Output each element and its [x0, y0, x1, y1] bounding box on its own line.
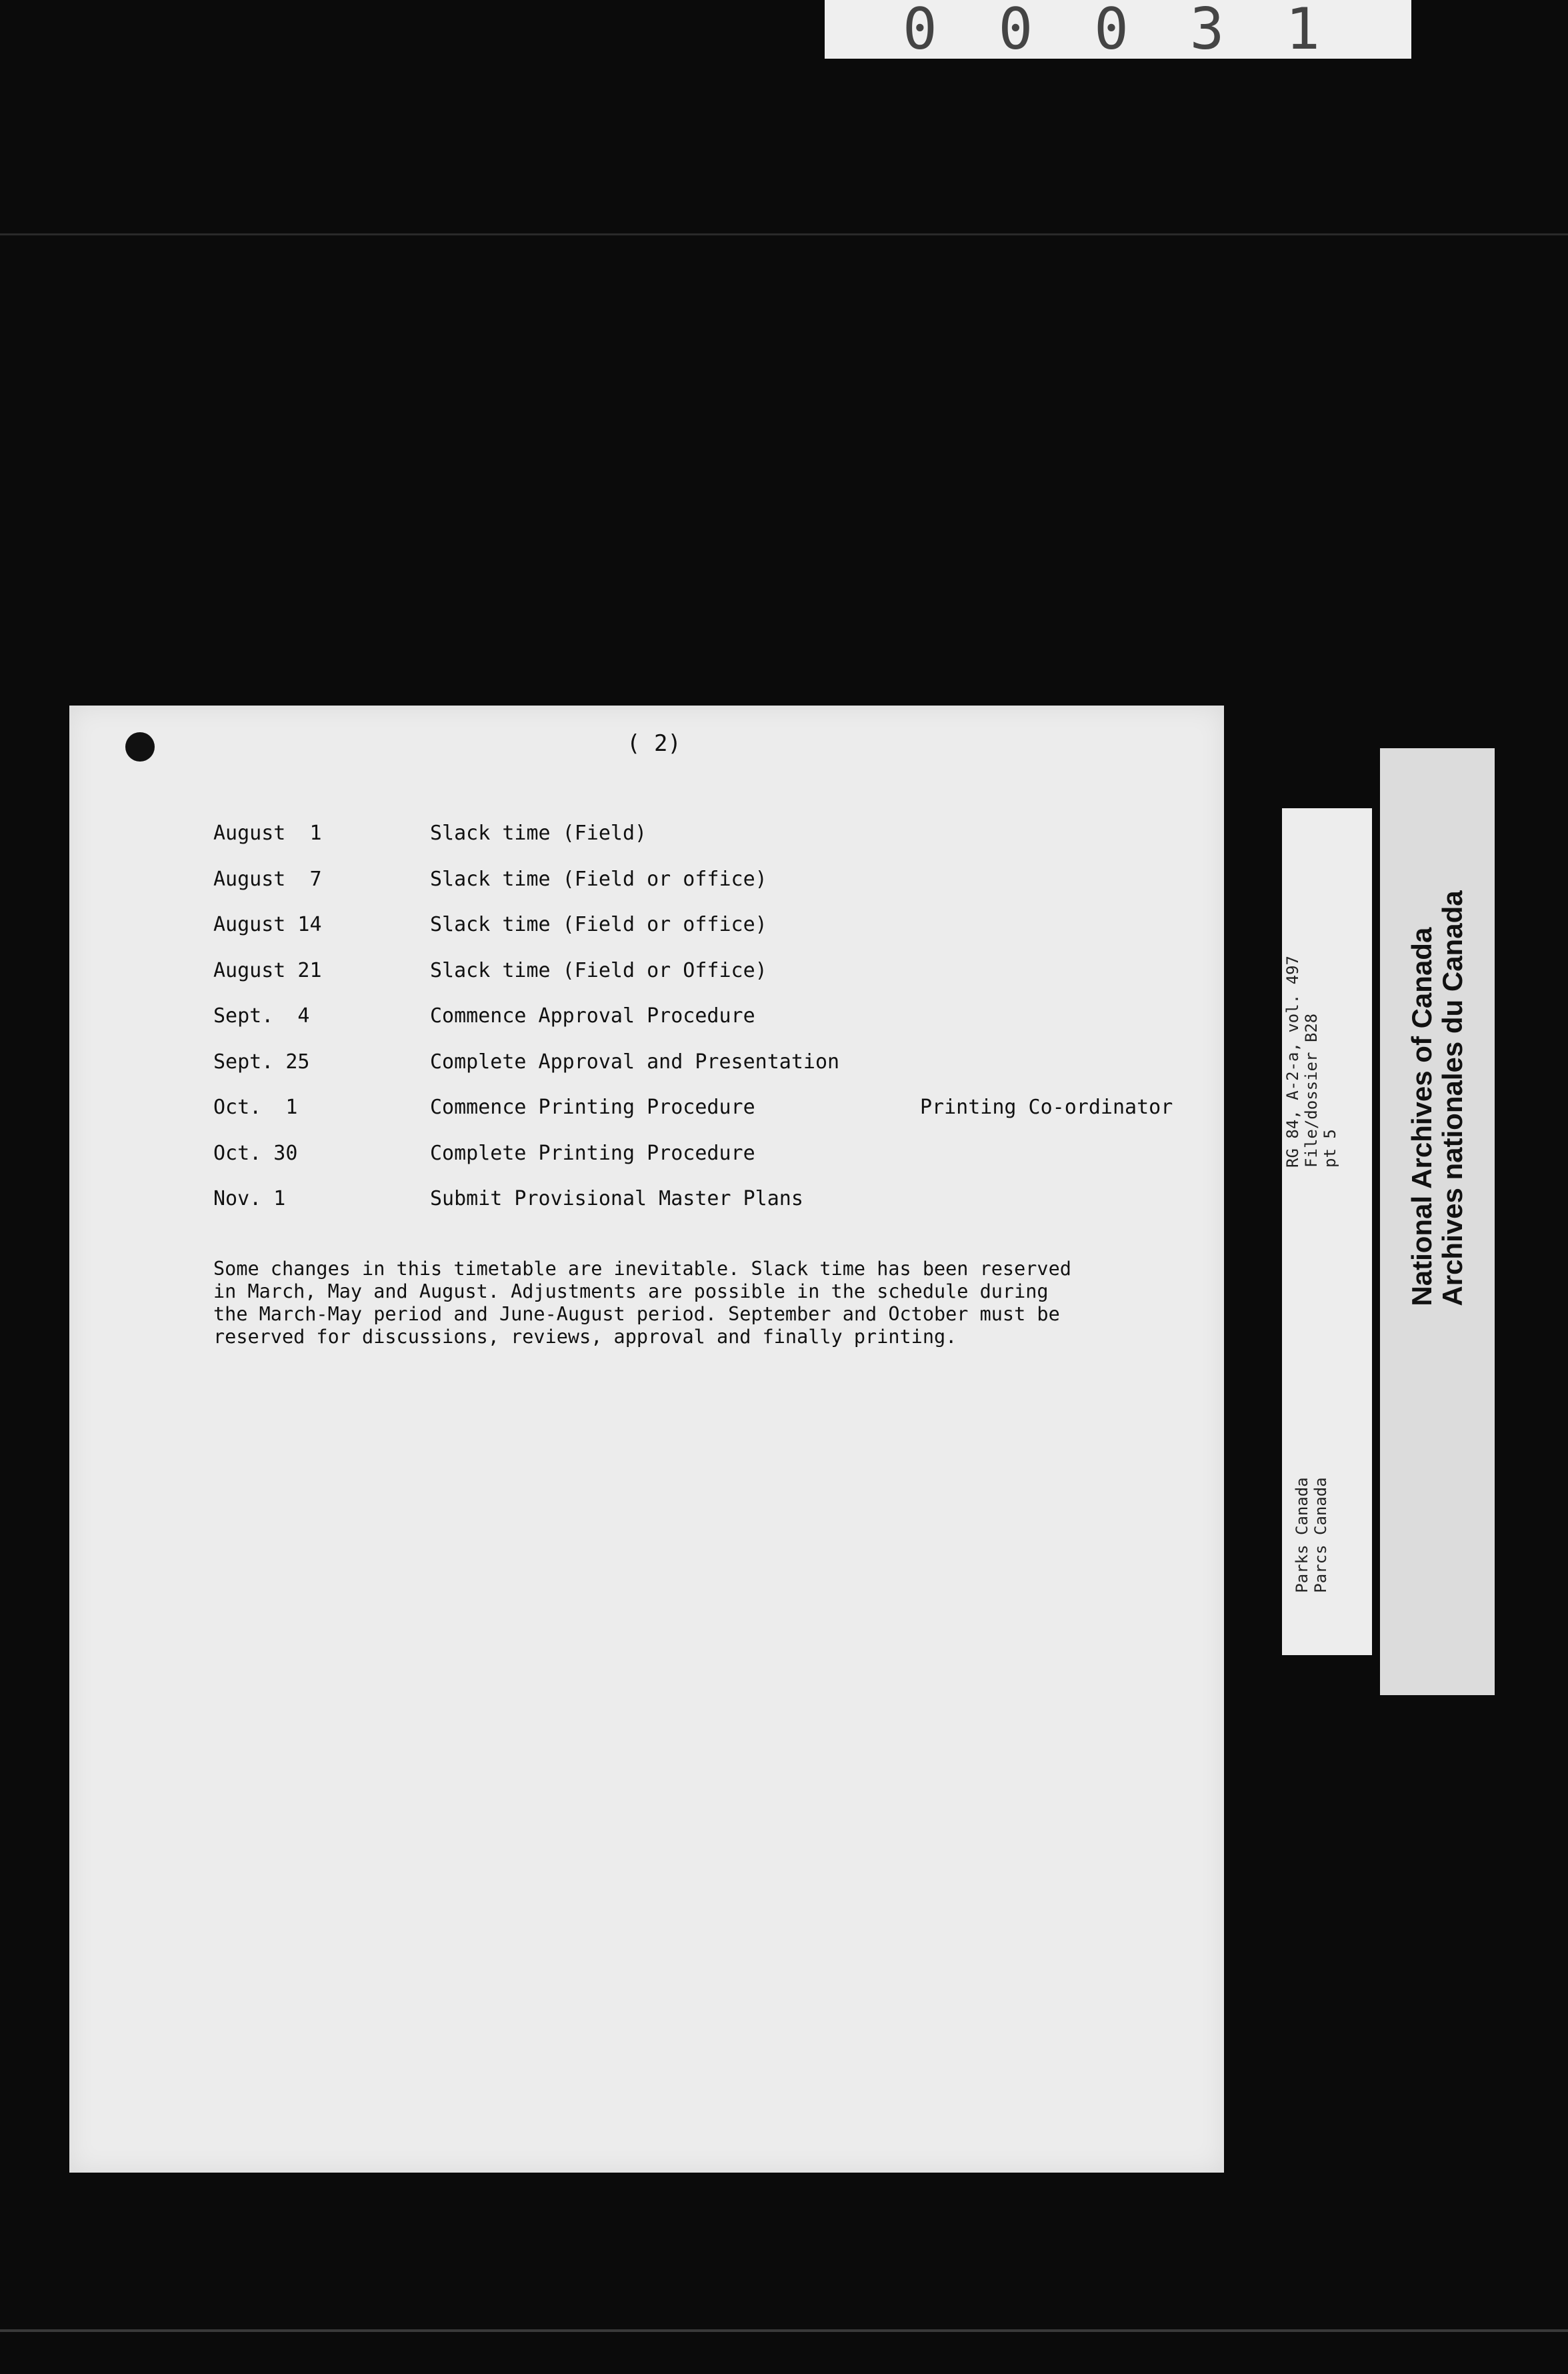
schedule-date: Oct. 1: [213, 1096, 298, 1119]
agency-line: Parks Canada: [1293, 1477, 1311, 1593]
schedule-task: Complete Approval and Presentation: [430, 1050, 840, 1074]
notes-line: in March, May and August. Adjustments are possible in the schedule during: [213, 1280, 1049, 1302]
schedule-task: Slack time (Field): [430, 822, 647, 845]
schedule-row: [213, 868, 1173, 914]
file-reference-line: File/dossier B28: [1302, 1013, 1321, 1168]
file-reference-line: RG 84, A-2-a, vol. 497: [1283, 956, 1302, 1168]
schedule-task: Slack time (Field or office): [430, 913, 767, 936]
schedule-date: August 21: [213, 958, 322, 982]
schedule-date: Oct. 30: [213, 1141, 298, 1165]
schedule-row: [213, 1096, 1173, 1142]
archives-title-line: Archives nationales du Canada: [1437, 890, 1468, 1306]
schedule-date: Sept. 25: [213, 1050, 310, 1074]
notes-line: the March-May period and June-August period. September and October must be: [213, 1303, 1060, 1325]
notes-paragraph: [213, 1258, 1107, 1348]
punch-hole: [125, 732, 155, 762]
archives-title-line: National Archives of Canada: [1406, 928, 1437, 1306]
page-number: ( 2): [627, 730, 681, 757]
agency-line: Parcs Canada: [1311, 1477, 1330, 1593]
file-reference-text: [1283, 956, 1339, 1168]
schedule-task: Submit Provisional Master Plans: [430, 1187, 803, 1210]
schedule-date: August 14: [213, 913, 322, 936]
frame-counter: [825, 0, 1411, 63]
schedule-row: [213, 1050, 1173, 1096]
archives-title: [1407, 891, 1468, 1306]
film-edge-line: [0, 2329, 1568, 2332]
schedule-task: Slack time (Field or office): [430, 867, 767, 891]
schedule-date: Sept. 4: [213, 1004, 310, 1028]
notes-line: reserved for discussions, reviews, approval and finally printing.: [213, 1326, 957, 1348]
schedule-row: [213, 913, 1173, 959]
schedule-table: [213, 822, 1173, 1233]
schedule-task: Commence Approval Procedure: [430, 1004, 755, 1028]
schedule-row: [213, 1187, 1173, 1233]
frame-counter-value: 0 0 0 3 1: [903, 0, 1333, 63]
schedule-row: [213, 1004, 1173, 1050]
schedule-date: August 1: [213, 822, 322, 845]
agency-text: [1293, 1477, 1330, 1592]
file-reference-label: [1282, 808, 1372, 1655]
schedule-task: Slack time (Field or Office): [430, 958, 767, 982]
film-edge-line: [0, 233, 1568, 235]
schedule-row: [213, 822, 1173, 868]
schedule-task: Complete Printing Procedure: [430, 1141, 755, 1165]
archives-card: [1380, 748, 1495, 1695]
schedule-date: Nov. 1: [213, 1187, 286, 1210]
schedule-task: Commence Printing Procedure: [430, 1096, 755, 1119]
schedule-row: [213, 959, 1173, 1005]
file-reference-line: pt 5: [1321, 1129, 1339, 1168]
schedule-date: August 7: [213, 867, 322, 891]
schedule-row: [213, 1142, 1173, 1188]
schedule-responsible: Printing Co-ordinator: [920, 1096, 1173, 1119]
notes-line: Some changes in this timetable are inevitable. Slack time has been reserved: [213, 1258, 1071, 1280]
